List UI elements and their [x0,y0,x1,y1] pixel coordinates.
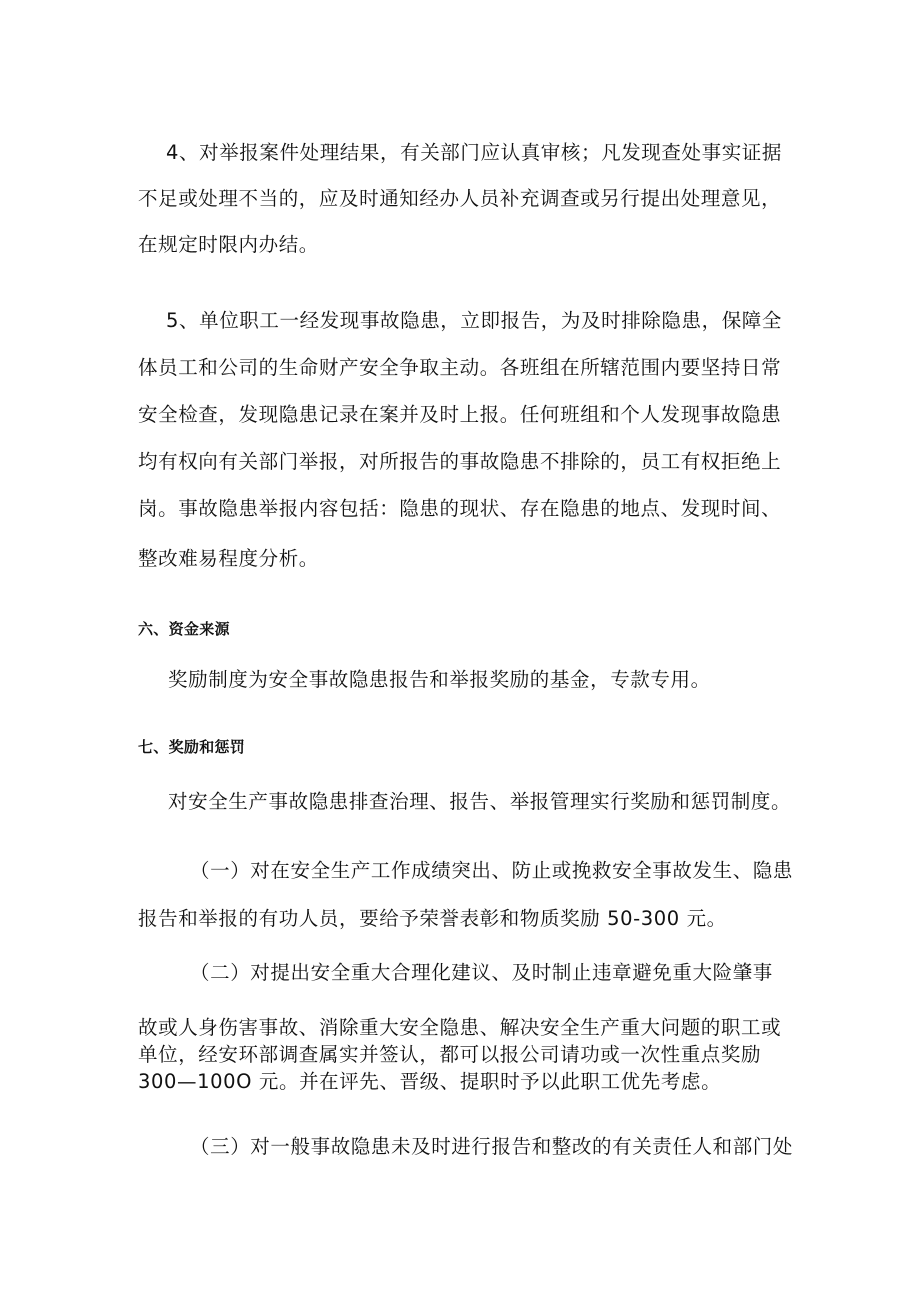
section-7-heading: 七、奖励和惩罚 [138,738,246,756]
item-2-line-3: 单位，经安环部调查属实并签认，都可以报公司请功或一次性重点奖励 [138,1043,762,1066]
section-7-intro: 对安全生产事故隐患排查治理、报告、举报管理实行奖励和惩罚制度。 [168,790,792,813]
item-2-line-2: 故或人身伤害事故、消除重大安全隐患、解决安全生产重大问题的职工或 [138,1016,782,1039]
section-6-heading: 六、资金来源 [138,620,230,638]
paragraph-4-line-2: 不足或处理不当的，应及时通知经办人员补充调查或另行提出处理意见， [138,187,782,210]
section-6-body: 奖励制度为安全事故隐患报告和举报奖励的基金，专款专用。 [168,668,711,691]
item-1-line-2: 报告和举报的有功人员，要给予荣誉表彰和物质奖励 50-300 元。 [138,907,727,930]
paragraph-4-line-1: 4、对举报案件处理结果，有关部门应认真审核；凡发现查处事实证据 [166,141,783,164]
item-1-line-1: （一）对在安全生产工作成绩突出、防止或挽救安全事故发生、隐患 [190,859,794,882]
paragraph-5-line-3: 安全检查，发现隐患记录在案并及时上报。任何班组和个人发现事故隐患 [138,403,782,426]
paragraph-5-line-6: 整改难易程度分析。 [138,547,319,570]
paragraph-5-line-2: 体员工和公司的生命财产安全争取主动。各班组在所辖范围内要坚持日常 [138,356,782,379]
item-2-line-1: （二）对提出安全重大合理化建议、及时制止违章避免重大险肇事 [190,961,773,984]
paragraph-5-line-1: 5、单位职工一经发现事故隐患，立即报告，为及时排除隐患，保障全 [166,309,783,332]
paragraph-4-line-3: 在规定时限内办结。 [138,233,319,256]
item-3-line-1: （三）对一般事故隐患未及时进行报告和整改的有关责任人和部门处 [190,1135,794,1158]
item-2-line-4: 300—100O 元。并在评先、晋级、提职时予以此职工优先考虑。 [138,1070,722,1093]
paragraph-5-line-4: 均有权向有关部门举报，对所报告的事故隐患不排除的，员工有权拒绝上 [138,450,782,473]
paragraph-5-line-5: 岗。事故隐患举报内容包括：隐患的现状、存在隐患的地点、发现时间、 [138,497,782,520]
